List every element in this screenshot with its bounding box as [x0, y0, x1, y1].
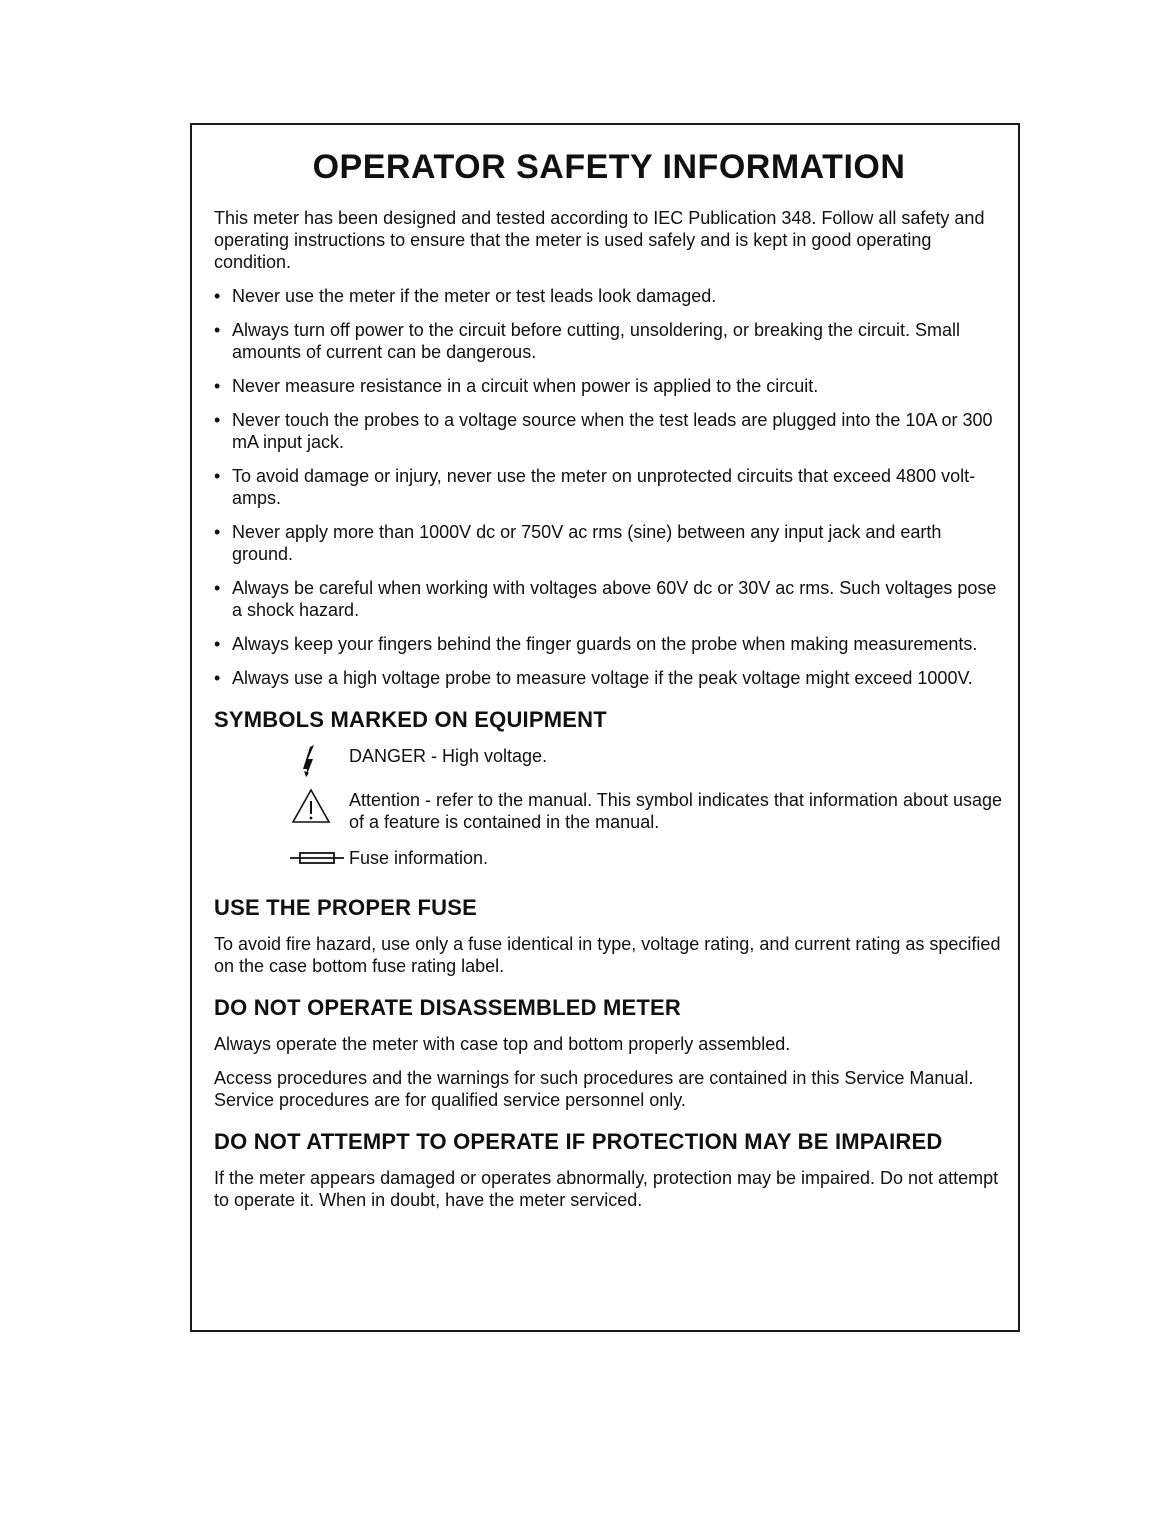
- page-title: OPERATOR SAFETY INFORMATION: [312, 148, 906, 186]
- list-item: • Never apply more than 1000V dc or 750V ac rms (sine) between any input jack and earth ground.: [214, 522, 942, 564]
- symbol-row-danger: DANGER - High voltage.: [214, 745, 1004, 775]
- fuse-paragraph: To avoid fire hazard, use only a fuse identical in type, voltage rating, and current rating as specified on the case bottom fuse rating label.: [214, 934, 1001, 976]
- list-item: • Never measure resistance in a circuit when power is applied to the circuit.: [214, 376, 819, 396]
- list-item: • To avoid damage or injury, never use the meter on unprotected circuits that exceed 4800 volt-amps.: [214, 466, 976, 508]
- disassembled-paragraph-1: Always operate the meter with case top and bottom properly assembled.: [214, 1034, 791, 1054]
- symbol-row-attention: Attention - refer to the manual. This symbol indicates that information about usage of a feature is contained in the manual.: [214, 789, 1004, 833]
- list-item: • Always turn off power to the circuit before cutting, unsoldering, or breaking the circuit. Small amounts of current can be dangerous.: [214, 320, 961, 362]
- symbol-row-fuse: Fuse information.: [214, 847, 1004, 877]
- intro-paragraph: This meter has been designed and tested according to IEC Publication 348. Follow all safety and operating instructions to ensure that the meter is used safely and is kept in good operating condition.: [214, 208, 985, 272]
- safety-info-box: [190, 123, 1020, 1332]
- symbols-heading: SYMBOLS MARKED ON EQUIPMENT: [214, 707, 607, 732]
- list-item: • Never touch the probes to a voltage source when the test leads are plugged into the 10A or 300 mA input jack.: [214, 410, 993, 452]
- list-item: • Never use the meter if the meter or test leads look damaged.: [214, 286, 717, 306]
- list-item: • Always be careful when working with voltages above 60V dc or 30V ac rms. Such voltages pose a shock hazard.: [214, 578, 997, 620]
- list-item: • Always use a high voltage probe to measure voltage if the peak voltage might exceed 1000V.: [214, 668, 973, 688]
- high-voltage-icon: [286, 743, 336, 783]
- list-item: • Always keep your fingers behind the finger guards on the probe when making measurements.: [214, 634, 978, 654]
- impaired-heading: DO NOT ATTEMPT TO OPERATE IF PROTECTION MAY BE IMPAIRED: [214, 1129, 943, 1154]
- attention-triangle-icon: [286, 787, 336, 827]
- fuse-icon: [286, 845, 336, 885]
- impaired-paragraph: If the meter appears damaged or operates abnormally, protection may be impaired. Do not attempt to operate it. When in doubt, have the meter serviced.: [214, 1168, 999, 1210]
- disassembled-paragraph-2: Access procedures and the warnings for such procedures are contained in this Service Manual. Service procedures are for qualified service personnel only.: [214, 1068, 974, 1110]
- safety-bullet-list: [214, 285, 1004, 689]
- disassembled-heading: DO NOT OPERATE DISASSEMBLED METER: [214, 995, 681, 1020]
- fuse-heading: USE THE PROPER FUSE: [214, 895, 477, 920]
